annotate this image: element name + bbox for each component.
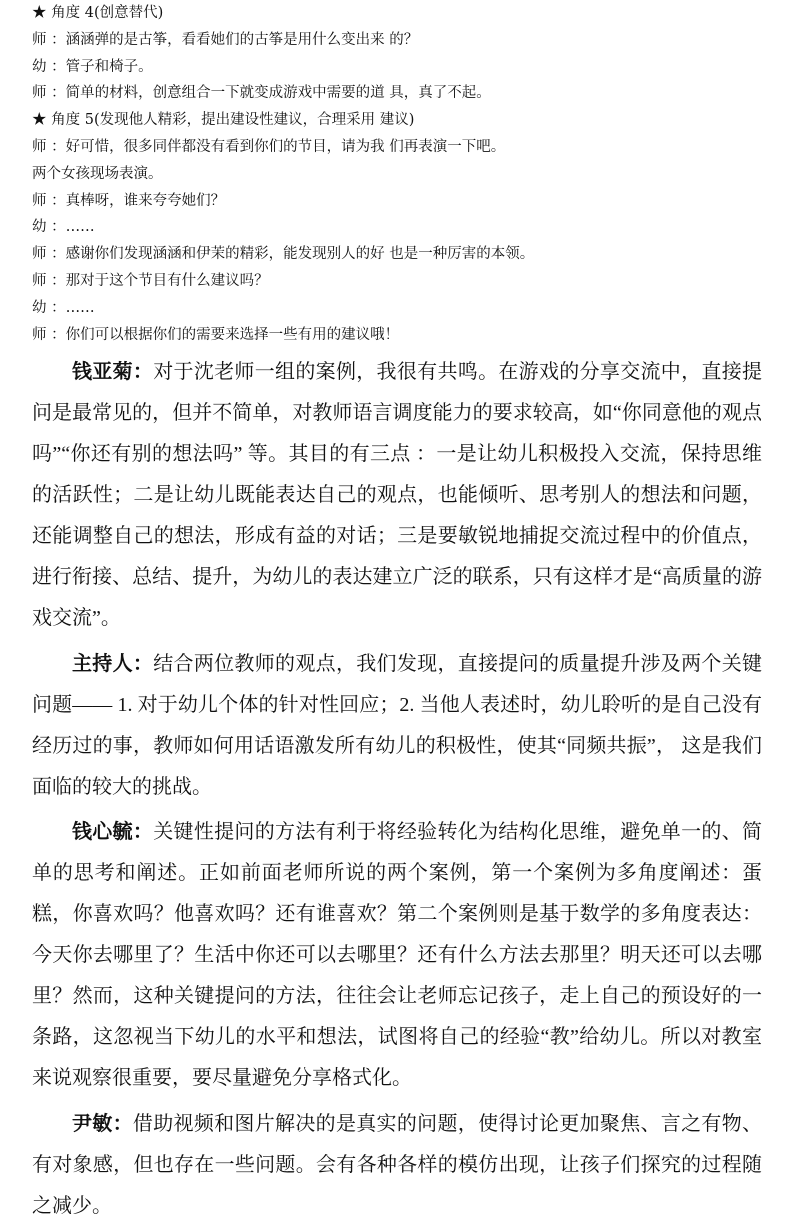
paragraph-text: 借助视频和图片解决的是真实的问题，使得讨论更加聚焦、言之有物、有对象感，但也存在一些问题。会有各种各样的模仿出现，让孩子们探究的过程随之减少。 bbox=[32, 1112, 763, 1217]
dialogue-line: 师 ：涵涵弹的是古筝，看看她们的古筝是用什么变出来 的？ bbox=[32, 31, 419, 48]
angle-heading: ★ 角度 4(创意替代) bbox=[32, 5, 164, 21]
dialogue-line: 幼 ：…… bbox=[32, 299, 95, 316]
dialogue-line: 幼 ：管子和椅子。 bbox=[32, 58, 153, 75]
speaker-name: 尹敏： bbox=[72, 1112, 133, 1135]
dialogue-line: 师 ：感谢你们发现涵涵和伊茉的精彩，能发现别人的好 也是一种厉害的本领。 bbox=[32, 246, 535, 263]
dialogue-line: 师 ：那对于这个节目有什么建议吗？ bbox=[32, 272, 269, 289]
paragraph-text: 结合两位教师的观点，我们发现，直接提问的质量提升涉及两个关键 问题—— 1. 对于幼儿个体的针对性回应；2. 当他人表述时，幼儿聆听的是自己没有经历过的事，教师如何用话语激发所有幼儿的积极性，使其“同频共振”， 这是我们面临的较大的挑战。 bbox=[32, 652, 763, 798]
dialogue-line: 师 ：好可惜，很多同伴都没有看到你们的节目，请为我 们再表演一下吧。 bbox=[32, 138, 506, 155]
dialogue-line: 幼 ：…… bbox=[32, 219, 95, 236]
angle-heading: ★ 角度 5(发现他人精彩，提出建设性建议，合理采用 建议) bbox=[32, 112, 415, 129]
dialogue-line: 师 ：真棒呀，谁来夸夸她们？ bbox=[32, 192, 226, 209]
paragraph-qian-xinyu bbox=[32, 812, 762, 1099]
dialogue-line: 师 ：你们可以根据你们的需要来选择一些有用的建议哦！ bbox=[32, 326, 400, 343]
dialogue-transcript bbox=[32, 0, 772, 348]
speaker-name: 主持人： bbox=[72, 652, 154, 675]
speaker-name: 钱亚菊： bbox=[72, 361, 154, 383]
paragraph-qian-yaju bbox=[32, 352, 762, 639]
speaker-name: 钱心毓： bbox=[72, 821, 154, 843]
discussion-body bbox=[32, 352, 762, 1231]
stage-direction: 两个女孩现场表演。 bbox=[32, 165, 163, 182]
paragraph-text: 对于沈老师一组的案例，我很有共鸣。在游戏的分享交流中，直接提问是最常见的，但并不简单，对教师语言调度能力的要求较高，如“你同意他的观点吗”“你还有别的想法吗” 等。其目的有三点 ：一是让幼儿积极投入交流，保持思维的活跃性；二是让幼儿既能表达自己的观点，也能倾听、思考别人的想法和问题，还能调整自己的想法，形成有益的对话；三是要敏锐地捕捉交流过程中的价值点，进行衔接、总结、提升，为幼儿的表达建立广泛的联系，只有这样才是“高质量的游戏交流”。 bbox=[32, 361, 763, 629]
paragraph-host bbox=[32, 644, 762, 808]
paragraph-yin-min bbox=[32, 1104, 762, 1227]
paragraph-text: 关键性提问的方法有利于将经验转化为结构化思维，避免单一的、简单的思考和阐述。正如前面老师所说的两个案例，第一个案例为多角度阐述：蛋糕，你喜欢吗？他喜欢吗？还有谁喜欢？第二个案例则是基于数学的多角度表达：今天你去哪里了？生活中你还可以去哪里？还有什么方法去那里？明天还可以去哪里？然而，这种关键提问的方法，往往会让老师忘记孩子，走上自己的预设好的一条路，这忽视当下幼儿的水平和想法，试图将自己的经验“教”给幼儿。所以对教室来说观察很重要，要尽量避免分享格式化。 bbox=[32, 821, 763, 1089]
dialogue-line: 师 ：简单的材料，创意组合一下就变成游戏中需要的道 具，真了不起。 bbox=[32, 85, 491, 102]
